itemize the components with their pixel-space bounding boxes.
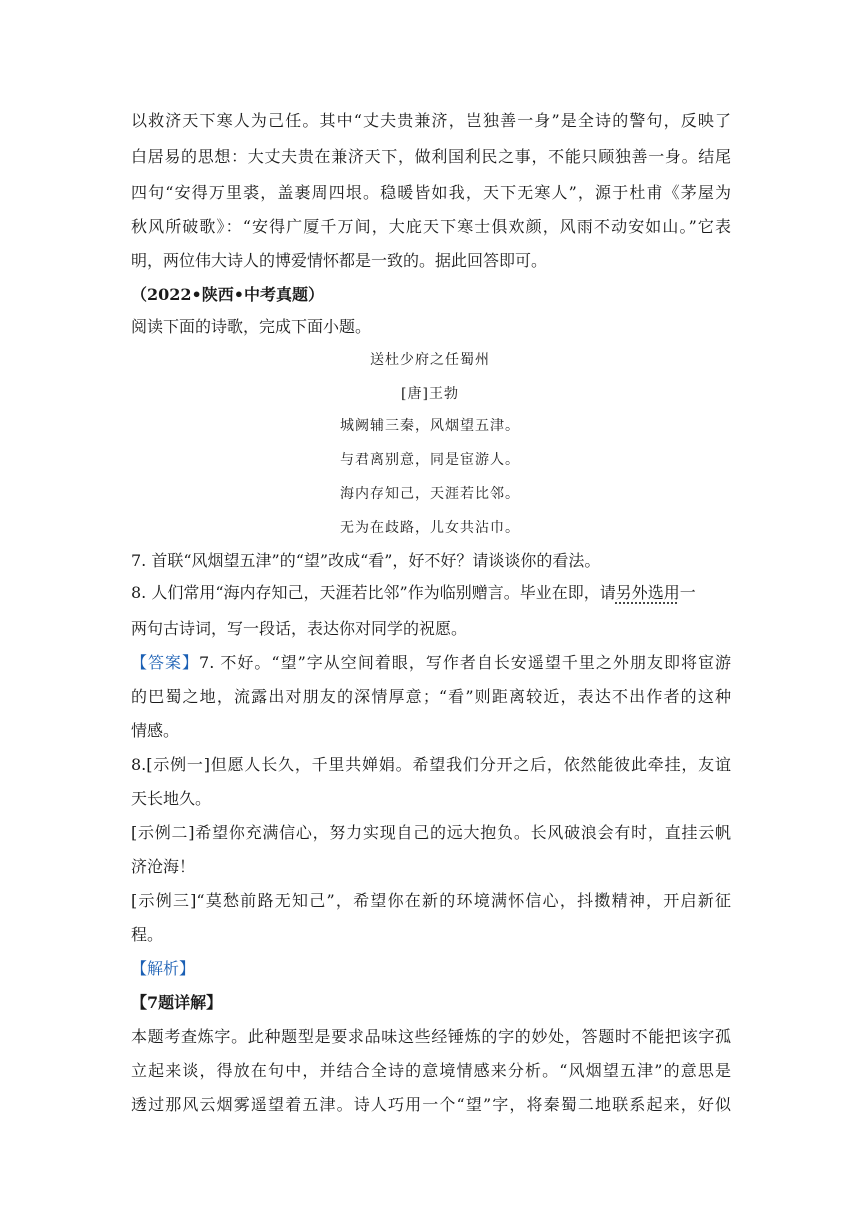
question-8-line2: 两句古诗词，写一段话，表达你对同学的祝愿。 [131, 619, 468, 638]
prev-analysis-line: 明，两位伟大诗人的博爱情怀都是一致的。据此回答即可。 [131, 251, 548, 270]
question-7: 7. 首联“风烟望五津”的“望”改成“看”，好不好？请谈谈你的看法。 [131, 551, 601, 570]
analysis-label: 【解析】 [131, 959, 196, 978]
analysis-line: 透过那风云烟雾遥望着五津。诗人巧用一个“望”字，将秦蜀二地联系起来，好似 [131, 1095, 731, 1114]
poem-line: 无为在歧路，儿女共沾巾。 [340, 520, 520, 536]
answer-text: 7. 不好。“望”字从空间着眼，写作者自长安遥望千里之外朋友即将宦游 [199, 653, 731, 672]
answer-line: 程。 [131, 925, 164, 944]
answer-line: 情感。 [131, 721, 180, 740]
prev-analysis-line: 白居易的思想：大丈夫贵在兼济天下，做利国利民之事，不能只顾独善一身。结尾 [131, 147, 731, 166]
question-8 [131, 582, 731, 604]
source-tag: （2022•陕西•中考真题） [131, 285, 324, 304]
prev-analysis-line: 以救济天下寒人为己任。其中“丈夫贵兼济，岂独善一身”是全诗的警句，反映了 [131, 111, 731, 130]
answer-line: [示例二]希望你充满信心，努力实现自己的远大抱负。长风破浪会有时，直挂云帆 [131, 823, 731, 842]
poem-line: 海内存知己，天涯若比邻。 [340, 486, 520, 502]
answer-line: 8.[示例一]但愿人长久，千里共婵娟。希望我们分开之后，依然能彼此牵挂，友谊 [131, 755, 731, 774]
answer-line: 的巴蜀之地，流露出对朋友的深情厚意；“看”则距离较近，表达不出作者的这种 [131, 687, 731, 706]
question-8-text-end: 一 [679, 583, 696, 602]
analysis-line: 立起来谈，得放在句中，并结合全诗的意境情感来分析。“风烟望五津”的意思是 [131, 1061, 731, 1080]
poem-author: [唐]王勃 [401, 386, 459, 402]
answer-line [131, 652, 731, 674]
poem-line: 城阙辅三秦，风烟望五津。 [340, 418, 520, 434]
question-8-text: 8. 人们常用“海内存知己，天涯若比邻”作为临别赠言。毕业在即，请 [131, 583, 616, 602]
q7-detail-header: 【7题详解】 [131, 993, 223, 1012]
prev-analysis-line: 秋风所破歌》：“安得广厦千万间，大庇天下寒士俱欢颜，风雨不动安如山。”它表 [131, 217, 731, 236]
poem-line: 与君离别意，同是宦游人。 [340, 452, 520, 468]
answer-label: 【答案】 [131, 653, 200, 672]
answer-line: 天长地久。 [131, 789, 212, 808]
prev-analysis-line: 四句“安得万里裘，盖裹周四垠。稳暖皆如我，天下无寒人”，源于杜甫《茅屋为 [131, 183, 731, 202]
answer-line: 济沧海！ [131, 857, 196, 876]
instruction: 阅读下面的诗歌，完成下面小题。 [131, 317, 372, 336]
analysis-line: 本题考查炼字。此种题型是要求品味这些经锤炼的字的妙处，答题时不能把该字孤 [131, 1027, 731, 1046]
answer-line: [示例三]“莫愁前路无知己”，希望你在新的环境满怀信心，抖擞精神，开启新征 [131, 891, 731, 910]
emphasis-dotted-text: 另外选用 [615, 583, 680, 602]
poem-title: 送杜少府之任蜀州 [370, 352, 490, 368]
